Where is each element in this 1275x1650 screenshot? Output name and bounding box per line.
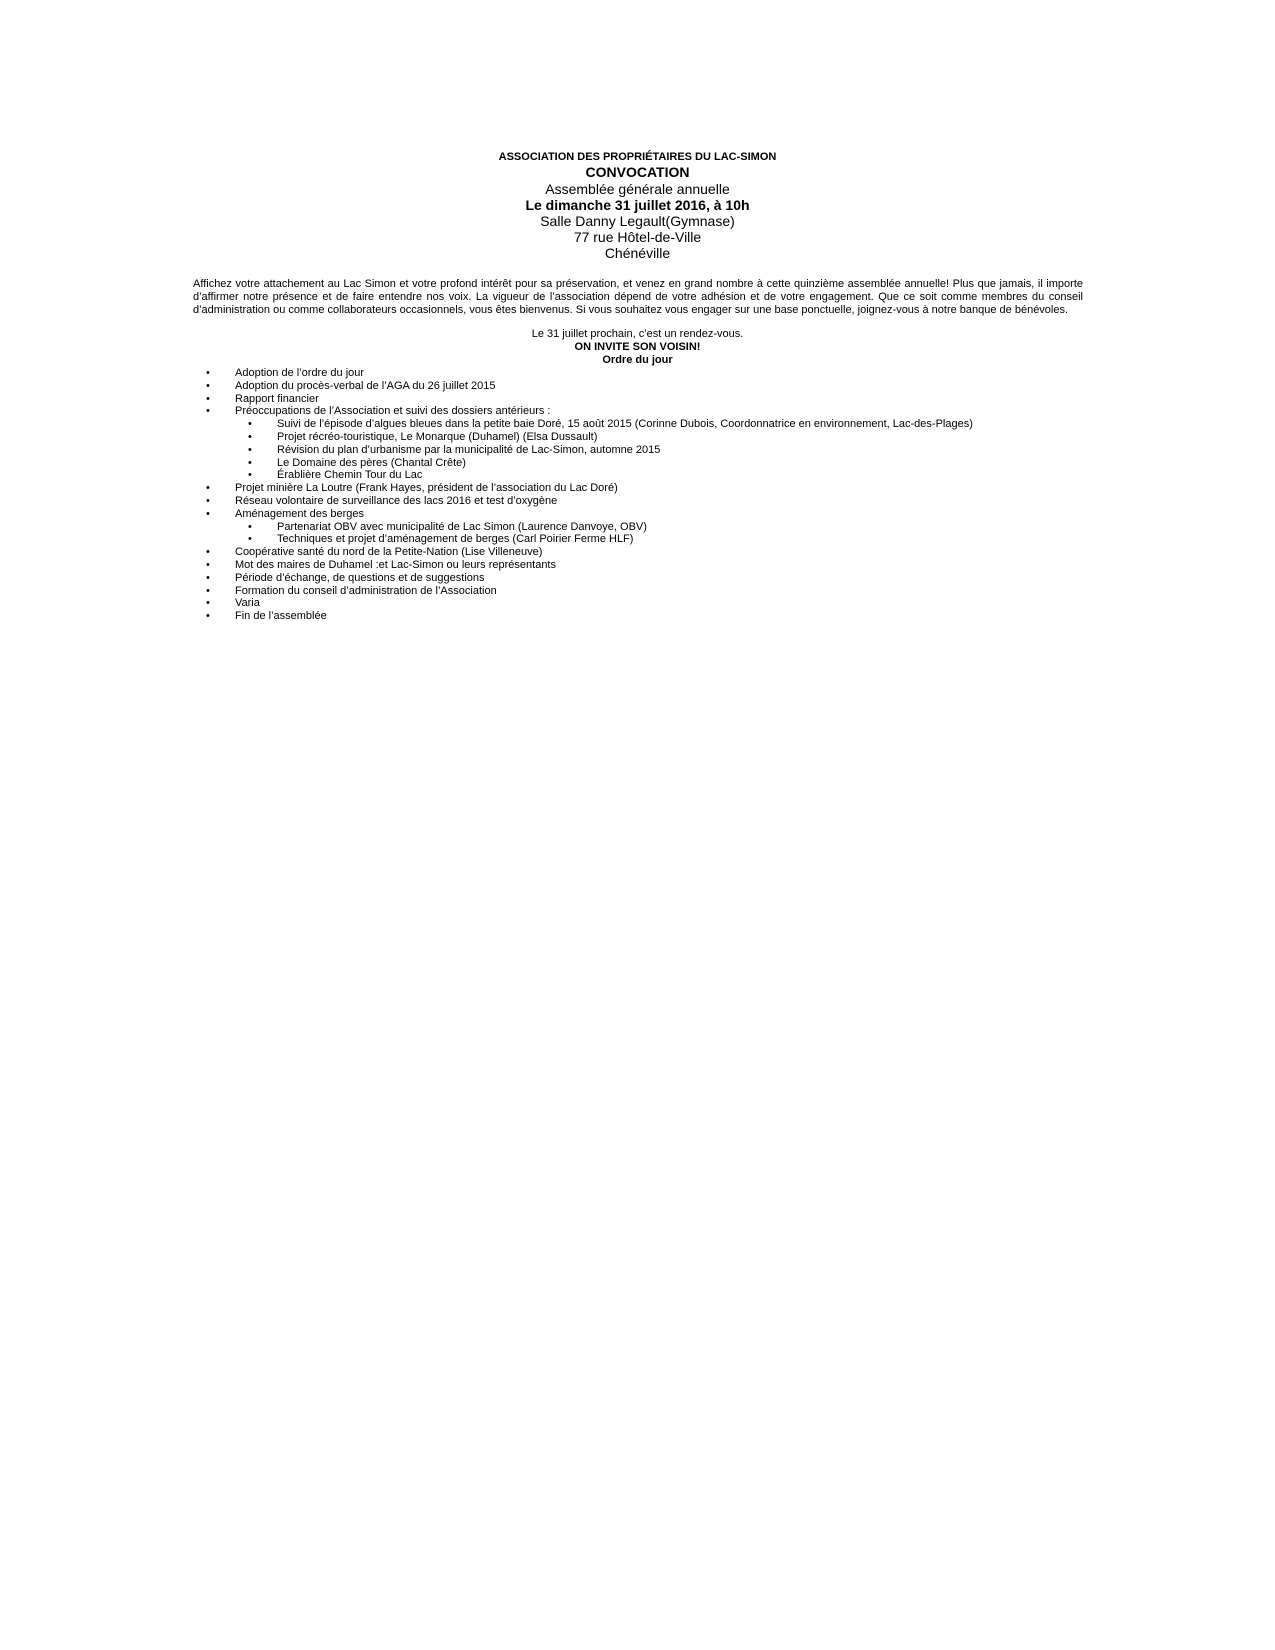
bullet-icon: • <box>248 456 252 469</box>
rendezvous-line: Le 31 juillet prochain, c’est un rendez-vous. <box>531 328 744 340</box>
sub-list-item-text: Suivi de l’épisode d’algues bleues dans la petite baie Doré, 15 août 2015 (Corinne Dubois, Coordonnatrice en environnement, Lac-des-Plages) <box>277 418 973 431</box>
bullet-icon: • <box>248 443 252 456</box>
sub-list-item <box>0 418 1275 431</box>
bullet-icon: • <box>248 430 252 443</box>
bullet-icon: • <box>248 520 252 533</box>
invitation-block <box>0 328 1275 367</box>
list-item <box>0 508 1275 521</box>
bullet-icon: • <box>206 405 210 418</box>
list-item <box>0 585 1275 598</box>
organization-name: ASSOCIATION DES PROPRIÉTAIRES DU LAC-SIMON <box>498 151 777 163</box>
bullet-icon: • <box>248 469 252 482</box>
bullet-icon: • <box>206 507 210 520</box>
list-item-text: Fin de l’assemblée <box>235 610 327 623</box>
list-item <box>0 405 1275 418</box>
bullet-icon: • <box>206 571 210 584</box>
sub-list-item-text: Techniques et projet d’aménagement de berges (Carl Poirier Ferme HLF) <box>277 533 634 546</box>
sub-list-item <box>0 469 1275 482</box>
sub-list-item-text: Le Domaine des pères (Chantal Crête) <box>277 456 466 469</box>
sub-list-item-text: Érablière Chemin Tour du Lac <box>277 469 423 482</box>
meeting-address: 77 rue Hôtel-de-Ville <box>573 229 702 245</box>
list-item <box>0 572 1275 585</box>
intro-paragraph: Affichez votre attachement au Lac Simon et votre profond intérêt pour sa préservation, et venez en grand nombre à cette quinzième assemblée annuelle! Plus que jamais, il importe d’affirmer notre présence et de faire entendre nos voix. La vigueur de l’association dépend de votre adhésion et de votre engagement. Que ce soit comme membres du conseil d’administration ou comme collaborateurs occasionnels, vous êtes bienvenus. Si vous souhaitez vous engager sur une base ponctuelle, joignez-vous à notre banque de bénévoles. <box>193 278 1083 316</box>
bullet-icon: • <box>206 494 210 507</box>
list-item-text: Projet minière La Loutre (Frank Hayes, président de l’association du Lac Doré) <box>235 482 618 495</box>
sub-list-item-text: Projet récréo-touristique, Le Monarque (Duhamel) (Elsa Dussault) <box>277 430 598 443</box>
list-item <box>0 367 1275 380</box>
list-item <box>0 495 1275 508</box>
bullet-icon: • <box>206 392 210 405</box>
meeting-city: Chénéville <box>604 245 671 261</box>
document-header <box>0 150 1275 261</box>
sub-list-item <box>0 444 1275 457</box>
list-item-text: Mot des maires de Duhamel :et Lac-Simon ou leurs représentants <box>235 558 556 571</box>
agenda-list <box>0 367 1275 623</box>
list-item <box>0 380 1275 393</box>
list-item-text: Varia <box>235 597 260 610</box>
bullet-icon: • <box>206 379 210 392</box>
bullet-icon: • <box>248 418 252 431</box>
meeting-venue: Salle Danny Legault(Gymnase) <box>540 213 735 229</box>
list-item-text: Préoccupations de l’Association et suivi des dossiers antérieurs : <box>235 405 551 418</box>
list-item-text: Rapport financier <box>235 392 319 405</box>
bullet-icon: • <box>206 482 210 495</box>
bullet-icon: • <box>206 367 210 379</box>
bullet-icon: • <box>206 610 210 623</box>
list-item-text: Coopérative santé du nord de la Petite-Nation (Lise Villeneuve) <box>235 546 543 559</box>
sub-list-item <box>0 521 1275 534</box>
invite-line: ON INVITE SON VOISIN! <box>574 341 701 353</box>
sub-list-item <box>0 431 1275 444</box>
bullet-icon: • <box>206 584 210 597</box>
list-item-text: Formation du conseil d’administration de l’Association <box>235 584 497 597</box>
list-item <box>0 610 1275 623</box>
sub-list-item-text: Révision du plan d’urbanisme par la municipalité de Lac-Simon, automne 2015 <box>277 443 661 456</box>
convocation-title: CONVOCATION <box>585 164 690 180</box>
list-item-text: Période d’échange, de questions et de suggestions <box>235 571 485 584</box>
agenda-title: Ordre du jour <box>602 354 673 366</box>
meeting-date: Le dimanche 31 juillet 2016, à 10h <box>525 197 750 213</box>
list-item-text: Réseau volontaire de surveillance des lacs 2016 et test d’oxygène <box>235 494 558 507</box>
list-item-text: Adoption de l’ordre du jour <box>235 367 365 379</box>
list-item <box>0 482 1275 495</box>
sub-list-item <box>0 457 1275 470</box>
list-item <box>0 597 1275 610</box>
list-item-text: Aménagement des berges <box>235 507 365 520</box>
list-item <box>0 559 1275 572</box>
list-item <box>0 546 1275 559</box>
bullet-icon: • <box>206 546 210 559</box>
bullet-icon: • <box>248 533 252 546</box>
meeting-type: Assemblée générale annuelle <box>545 181 730 197</box>
list-item-text: Adoption du procès-verbal de l’AGA du 26 juillet 2015 <box>235 379 496 392</box>
sub-list-item <box>0 533 1275 546</box>
sub-list-item-text: Partenariat OBV avec municipalité de Lac Simon (Laurence Danvoye, OBV) <box>277 520 647 533</box>
bullet-icon: • <box>206 558 210 571</box>
bullet-icon: • <box>206 597 210 610</box>
list-item <box>0 393 1275 406</box>
